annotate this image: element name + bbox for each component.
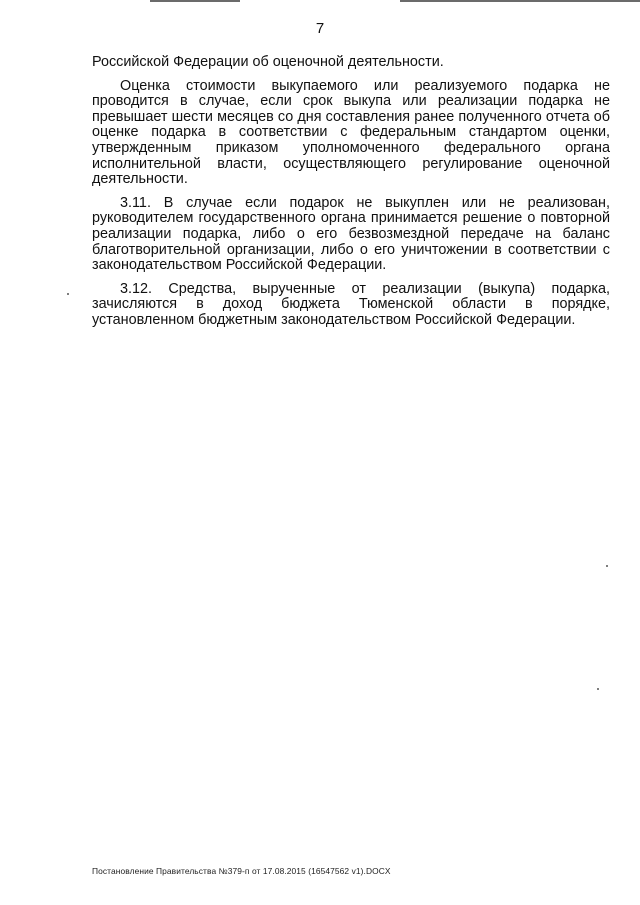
document-body: [92, 55, 610, 337]
scan-edge-line-right: [400, 0, 640, 2]
paragraph-valuation: Оценка стоимости выкупаемого или реализуемого подарка не проводится в случае, если срок выкупа или реализации подарка не превышает шести месяцев со дня составления ранее полученного отчета об оценке подарка в соответствии с федеральным стандартом оценки, утвержденным приказом уполномоченного федерального органа исполнительной власти, осуществляющего регулирование оценочной деятельности.: [92, 77, 610, 188]
scan-speck: [597, 688, 599, 690]
scan-speck: [606, 565, 608, 567]
paragraph-continuation: Российской Федерации об оценочной деятельности.: [92, 54, 444, 70]
scan-speck: [67, 293, 69, 295]
scan-edge-line-left: [150, 0, 240, 2]
paragraph-3-12: 3.12. Средства, вырученные от реализации (выкупа) подарка, зачисляются в доход бюджета Тюменской области в порядке, установленном бюджетным законодательством Российской Федерации.: [92, 280, 610, 328]
document-footer: Постановление Правительства №379-п от 17.08.2015 (16547562 v1).DOCX: [92, 866, 391, 876]
page-number: 7: [315, 20, 325, 37]
paragraph-3-11: 3.11. В случае если подарок не выкуплен или не реализован, руководителем государственного органа принимается решение о повторной реализации подарка, либо о его безвозмездной передаче на баланс благотворительной организации, либо о его уничтожении в соответствии с законодательством Российской Федерации.: [92, 194, 610, 274]
